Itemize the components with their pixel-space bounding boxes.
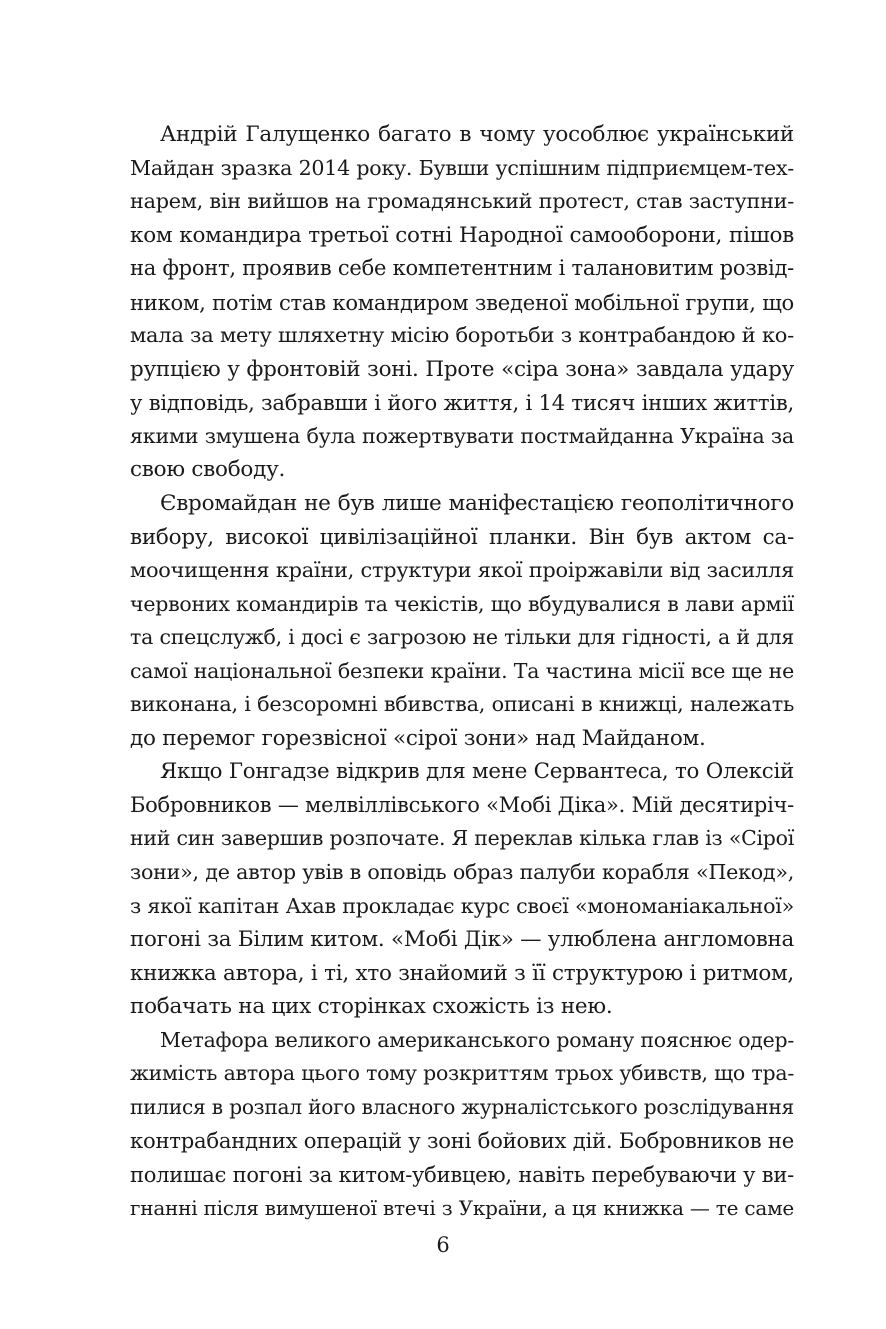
text-line: погоні за Білим китом. «Мобі Дік» — улюблена англомовна	[130, 927, 794, 953]
text-line: ний син завершив розпочате. Я переклав кілька глав із «Сірої	[130, 826, 794, 851]
text-line: гнанні після вимушеної втечі з України, а ця книжка — те саме	[130, 1195, 794, 1220]
page-number: 6	[436, 1233, 450, 1257]
paragraph	[130, 487, 794, 755]
text-line: у відповідь, забравши і його життя, і 14 тисяч інших життів,	[130, 390, 794, 416]
text-line: моочищення країни, структури якої проіржавіли від засилля	[130, 558, 794, 583]
text-line: жимість автора цього тому розкриттям трьох убивств, що тра-	[130, 1061, 794, 1086]
text-line: Євромайдан не був лише маніфестацією геополітичного	[160, 491, 794, 517]
text-line: рупцією у фронтовій зоні. Проте «сіра зона» завдала удару	[130, 356, 794, 382]
paragraph	[130, 755, 794, 1023]
text-line: та спецслужб, і досі є загрозою не тільки для гідності, а й для	[130, 625, 794, 650]
text-line: нарем, він вийшов на громадянський протест, став заступни-	[130, 189, 794, 214]
text-line: Метафора великого американського роману пояснює одер-	[160, 1027, 794, 1052]
text-line: полишає погоні за китом-убивцею, навіть перебуваючи у ви-	[130, 1161, 794, 1187]
text-line: самої національної безпеки країни. Та частина місії все ще не	[130, 658, 794, 683]
text-line: вибору, високої цивілізаційної планки. Він був актом са-	[130, 524, 794, 550]
paragraph	[130, 1024, 794, 1225]
text-line: мала за мету шляхетну місію боротьби з контрабандою й ко-	[130, 323, 794, 348]
text-line: побачать на цих сторінках схожість із нею.	[130, 994, 613, 1020]
text-line: Бобровников — мелвіллівського «Мобі Діка». Мій десятиріч-	[130, 792, 794, 817]
text-line: зони», де автор увів в оповідь образ палуби корабля «Пекод»,	[130, 860, 794, 885]
text-line: книжка автора, і ті, хто знайомий з її структурою і ритмом,	[130, 960, 794, 986]
text-line: Андрій Галущенко багато в чому уособлює український	[160, 122, 794, 147]
text-line: пилися в розпал його власного журналістського розслідування	[130, 1094, 794, 1119]
text-line: контрабандних операцій у зоні бойових дій. Бобровников не	[130, 1128, 794, 1154]
text-line: з якої капітан Ахав прокладає курс своєї «мономаніакальної»	[130, 893, 794, 918]
text-line: до перемог горезвісної «сірої зони» над Майданом.	[130, 725, 706, 751]
text-line: свою свободу.	[130, 457, 286, 483]
body-text	[130, 118, 794, 1225]
text-line: Майдан зразка 2014 року. Бувши успішним підприємцем-тех-	[130, 155, 794, 180]
text-line: Якщо Гонгадзе відкрив для мене Сервантеса, то Олексій	[160, 759, 794, 785]
text-line: виконана, і безсоромні вбивства, описані в книжці, належать	[130, 692, 794, 717]
text-line: ником, потім став командиром зведеної мобільної групи, що	[130, 289, 794, 315]
text-line: на фронт, проявив себе компетентним і талановитим розвід-	[130, 256, 794, 281]
text-line: червоних командирів та чекістів, що вбудувалися в лави армії	[130, 591, 794, 616]
text-line: якими змушена була пожертвувати постмайданна Україна за	[130, 423, 794, 448]
paragraph	[130, 118, 794, 487]
text-line: ком командира третьої сотні Народної самооборони, пішов	[130, 222, 794, 248]
